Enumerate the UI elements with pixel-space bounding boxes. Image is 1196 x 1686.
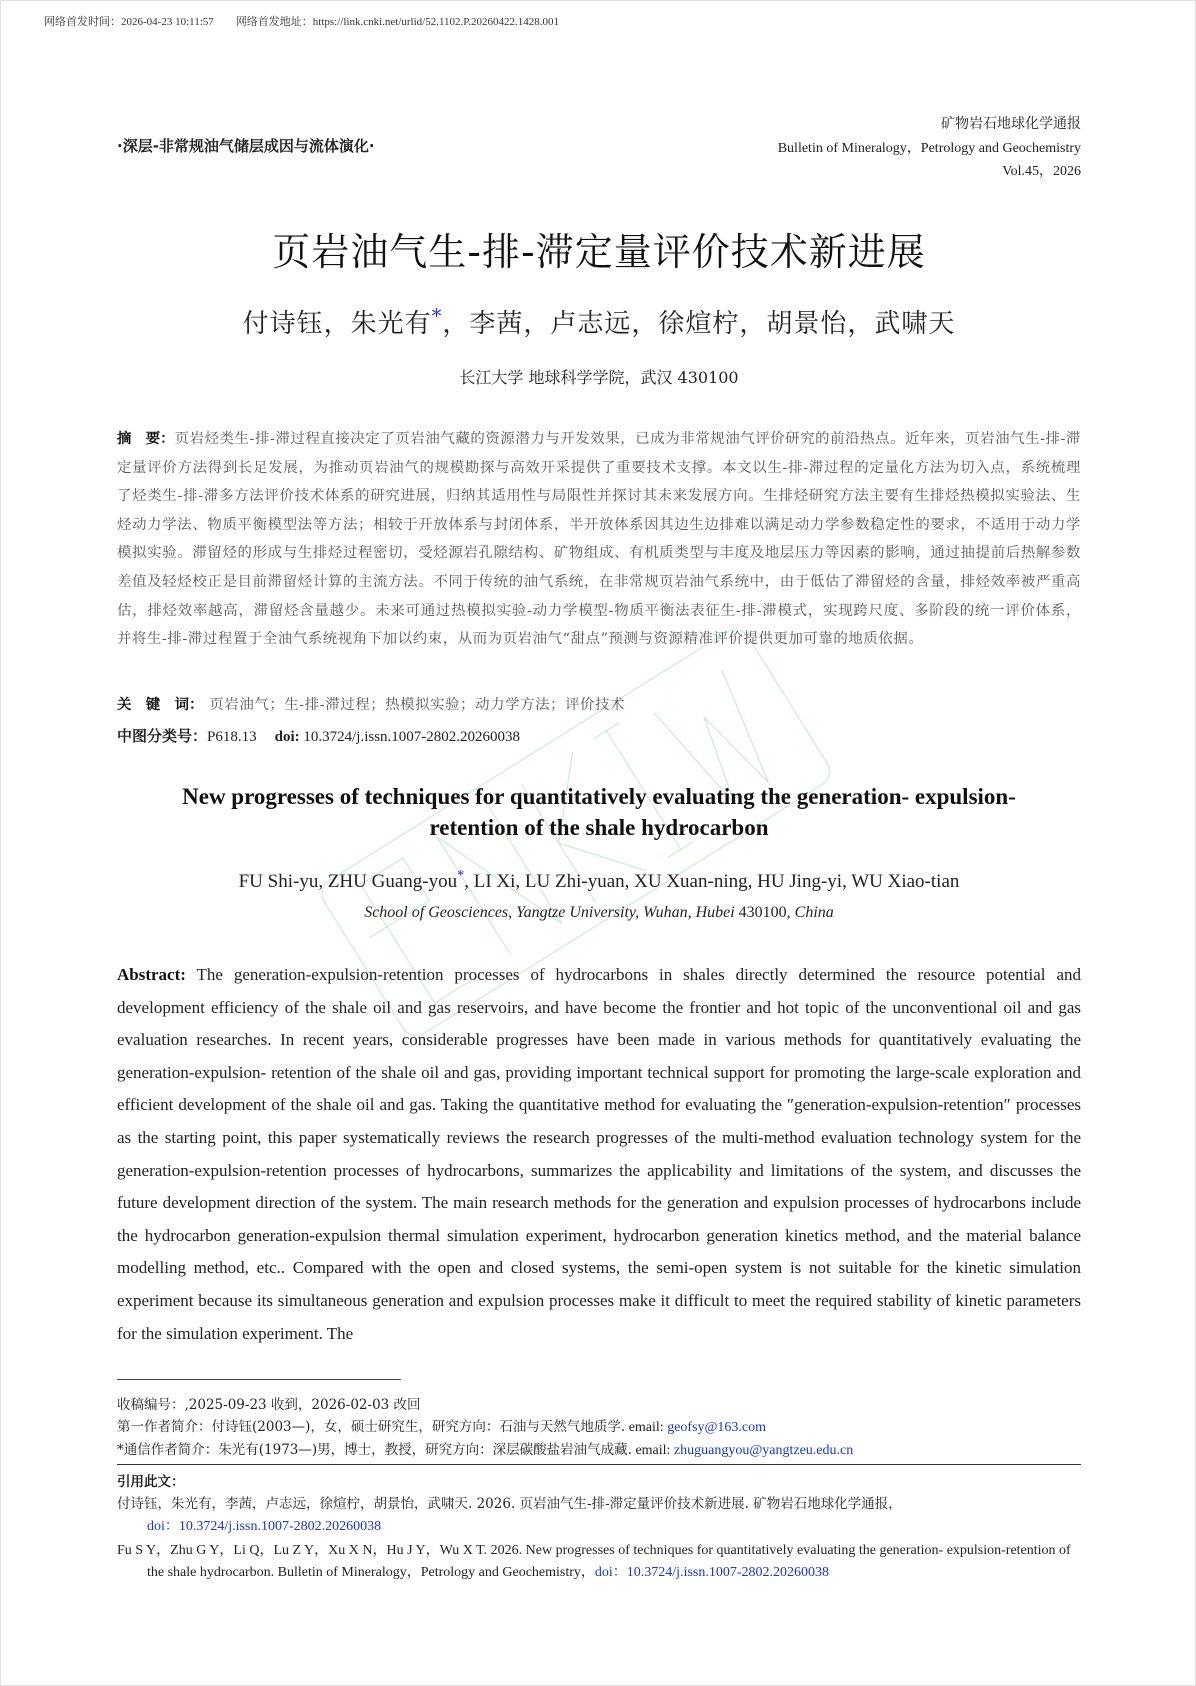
first-author-email-link[interactable]: geofsy@163.com [667, 1420, 767, 1435]
paper-title-cn: 页岩油气生-排-滞定量评价技术新进展 [272, 230, 926, 274]
doi-label: doi: [274, 729, 300, 745]
citation-cn [117, 1493, 1081, 1538]
footnotes [117, 1394, 1081, 1462]
journal-name-en: Bulletin of Mineralogy，Petrology and Geochemistry [777, 140, 1081, 156]
footnote-received: 收稿编号：,2025-09-23 收到，2026-02-03 改回 [117, 1397, 421, 1413]
online-publish-time: 网络首发时间：2026-04-23 10:11:57 [44, 16, 214, 28]
clc-label: 中图分类号： [117, 727, 208, 745]
paper-title-en: New progresses of techniques for quantitatively evaluating the generation- expulsion-retention of the shale hydrocarbon [182, 784, 1016, 840]
journal-name-cn: 矿物岩石地球化学通报 [941, 117, 1081, 132]
corresponding-author-mark-en[interactable]: * [457, 867, 465, 884]
journal-header [778, 113, 1081, 184]
authors-en [1, 867, 1196, 893]
affiliation-en-institution: School of Geosciences, Yangtze University, Wuhan, Hubei [364, 904, 735, 921]
citation-divider [117, 1464, 1081, 1465]
affiliation-en [1, 904, 1196, 922]
authors-cn-before: 付诗钰，朱光有 [242, 309, 432, 339]
citation-heading: 引用此文： [117, 1474, 185, 1490]
keywords-cn-text: 页岩油气；生-排-滞过程；热模拟实验；动力学方法；评价技术 [209, 697, 626, 713]
footnote-first-author [117, 1416, 1081, 1439]
abstract-cn-label: 摘 要： [117, 431, 175, 447]
affiliation-en-country: , China [786, 904, 834, 921]
corresponding-email-label: email: [631, 1443, 674, 1458]
footnote-corresponding-author [117, 1439, 1081, 1462]
corresponding-author-info: *通信作者简介：朱光有(1973—)男，博士，教授，研究方向：深层碳酸盐岩油气成藏. [117, 1442, 632, 1458]
corresponding-email-link[interactable]: zhuguangyou@yangtzeu.edu.cn [673, 1443, 854, 1458]
citation-cn-doi-link[interactable]: doi：10.3724/j.issn.1007-2802.20260038 [147, 1519, 382, 1534]
abstract-en-text: The generation-expulsion-retention processes of hydrocarbons in shales directly determined the resource potential and development efficiency of the shale oil and gas reservoirs, and have become the frontier and hot topic of the unconventional oil and gas evaluation researches. In recent years, considerable progresses have been made in various methods for quantitatively evaluating the generation-expulsion- retention of the shale oil and gas, providing important technical support for promoting the large-scale exploration and efficient development of the shale oil and gas. Taking the quantitative method for evaluating the ″generation-expulsion-retention″ processes as the starting point, this paper systematically reviews the research progresses of the multi-method evaluation technology system for the generation-expulsion-retention processes of hydrocarbons, summarizes the applicability and limitations of the system, and discusses the future development direction of the system. The main research methods for the generation and expulsion processes of hydrocarbons include the hydrocarbon generation-expulsion thermal simulation experiment, hydrocarbon generation kinetics method, and the material balance modelling method, etc.. Compared with the open and closed systems, the semi-open system is not suitable for the kinetic simulation experiment because its simultaneous generation and expulsion processes make it difficult to meet the required stability of kinetic parameters for the simulation experiment. The [117, 965, 1081, 1343]
clc-value: P618.13 [207, 729, 257, 745]
abstract-cn-text: 页岩烃类生-排-滞过程直接决定了页岩油气藏的资源潜力与开发效果，已成为非常规油气评价研究的前沿热点。近年来，页岩油气生-排-滞定量评价方法得到长足发展，为推动页岩油气的规模勘探与高效开采提供了重要技术支撑。本文以生-排-滞过程的定量化方法为切入点，系统梳理了烃类生-排-滞多方法评价技术体系的研究进展，归纳其适用性与局限性并探讨其未来发展方向。生排烃研究方法主要有生排烃热模拟实验法、生烃动力学法、物质平衡模型法等方法；相较于开放体系与封闭体系，半开放体系因其边生边排难以满足动力学参数稳定性的要求，不适用于动力学模拟实验。滞留烃的形成与生排烃过程密切，受烃源岩孔隙结构、矿物组成、有机质类型与丰度及地层压力等因素的影响，通过抽提前后热解参数差值及轻烃校正是目前滞留烃计算的主流方法。不同于传统的油气系统，在非常规页岩油气系统中，由于低估了滞留烃的含量，排烃效率被严重高估，排烃效率越高，滞留烃含量越少。未来可通过热模拟实验-动力学模型-物质平衡法表征生-排-滞模式，实现跨尺度、多阶段的统一评价体系，并将生-排-滞过程置于全油气系统视角下加以约束，从而为页岩油气“甜点”预测与资源精准评价提供更加可靠的地质依据。 [117, 431, 1081, 648]
online-publish-url[interactable]: 网络首发地址：https://link.cnki.net/urlid/52.1102.P.20260422.1428.001 [235, 16, 559, 28]
citation-en [117, 1540, 1081, 1584]
affiliation-cn: 长江大学 地球科学学院，武汉 430100 [459, 368, 739, 387]
abstract-en [117, 959, 1081, 1350]
keywords-cn-label: 关 键 词： [117, 697, 204, 713]
abstract-cn [117, 425, 1081, 654]
abstract-en-label: Abstract: [117, 965, 186, 984]
citation-block [117, 1471, 1081, 1584]
authors-en-before: FU Shi-yu, ZHU Guang-you [238, 871, 458, 892]
citation-cn-text: 付诗钰，朱光有，李茜，卢志远，徐煊柠，胡景怡，武啸天. 2026. 页岩油气生-排-滞定量评价技术新进展. 矿物岩石地球化学通报， [117, 1496, 902, 1512]
first-author-info: 第一作者简介：付诗钰(2003—)，女，硕士研究生，研究方向：石油与天然气地质学. [117, 1419, 626, 1435]
authors-cn [1, 303, 1196, 340]
citation-en-text: Fu S Y，Zhu G Y，Li Q，Lu Z Y，Xu X N，Hu J Y，Wu X T. 2026. New progresses of techniques for quantitatively evaluating the generation- expulsion-retention of the shale hydrocarbon. Bulletin of Mineralogy，Petrology and Geochemistry， [117, 1543, 1071, 1580]
journal-volume: Vol.45，2026 [1002, 164, 1081, 179]
column-tag: ·深层-非常规油气储层成因与流体演化· [117, 137, 375, 155]
keywords-cn [117, 693, 625, 714]
doi-value: 10.3724/j.issn.1007-2802.20260038 [303, 729, 521, 745]
online-publication-info [44, 13, 559, 29]
classification-doi-line [117, 725, 520, 746]
affiliation-en-zip: 430100 [734, 904, 787, 921]
authors-en-after: , LI Xi, LU Zhi-yuan, XU Xuan-ning, HU Jing-yi, WU Xiao-tian [464, 871, 960, 892]
citation-en-doi-link[interactable]: doi：10.3724/j.issn.1007-2802.20260038 [594, 1565, 830, 1580]
corresponding-author-mark[interactable]: * [431, 304, 443, 328]
footnote-divider [117, 1379, 401, 1380]
authors-cn-after: ，李茜，卢志远，徐煊柠，胡景怡，武啸天 [442, 309, 956, 339]
first-author-email-label: email: [625, 1420, 668, 1435]
